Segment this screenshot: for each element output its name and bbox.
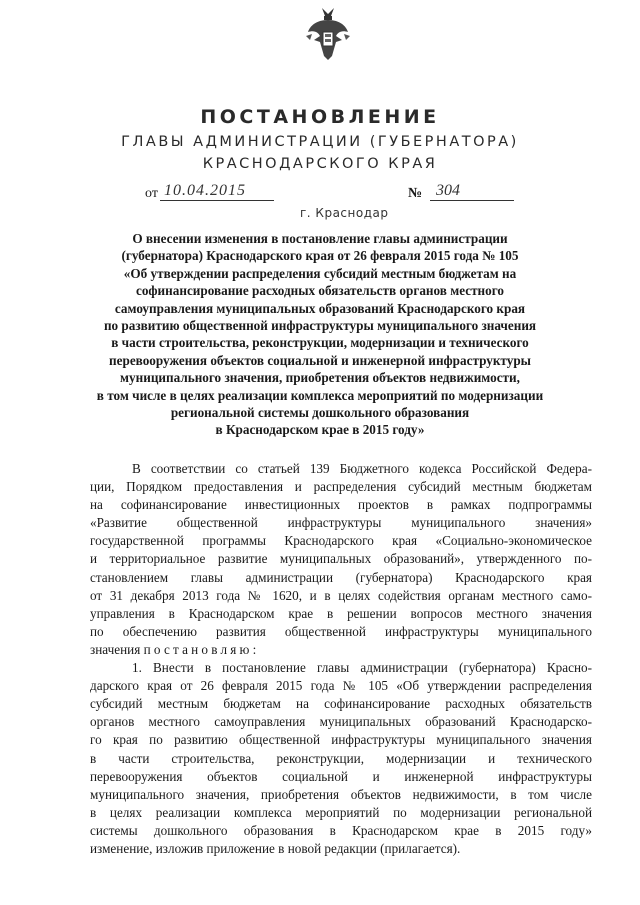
body-line: в части строительства, реконструкции, модернизации и технического <box>90 750 592 766</box>
title-line: региональной системы дошкольного образования <box>170 405 470 421</box>
title-line: в том числе в целях реализации комплекса мероприятий по модернизации <box>96 387 544 403</box>
title-line: (губернатора) Краснодарского края от 26 февраля 2015 года № 105 <box>121 248 519 264</box>
title-line: в Краснодарском крае в 2015 году» <box>215 422 425 438</box>
title-line: О внесении изменения в постановление главы администрации <box>132 231 508 246</box>
body-line: становлением главы администрации (губернатора) Краснодарского края <box>90 569 592 585</box>
title-line: самоуправления муниципальных образований Краснодарского края <box>114 300 526 316</box>
body-line-resolution <box>90 641 592 659</box>
resolution-keyword: постановляю: <box>143 641 260 657</box>
body-line: го края по развитию общественной инфраструктуры муниципального значения <box>90 732 592 748</box>
coat-of-arms-emblem <box>304 6 352 62</box>
body-line: муниципального значения, приобретения объектов недвижимости, в том числе <box>90 786 592 802</box>
title-line: перевооружения объектов социальной и инженерной инфраструктуры <box>109 352 531 368</box>
body-line: системы дошкольного образования в Краснодарском крае в 2015 году» <box>90 822 592 838</box>
body-line: по обеспечению развития общественной инфраструктуры муниципального <box>90 623 592 639</box>
body-line: от 31 декабря 2013 года № 1620, и в целях содействия органам местного само- <box>90 587 592 603</box>
body-line: дарского края от 26 февраля 2015 года № 105 «Об утверждении распределения <box>90 678 592 694</box>
body-line: изменение, изложив приложение в новой редакции (прилагается). <box>90 840 461 856</box>
body-line: органов местного самоуправления муниципальных образований Краснодарско- <box>90 714 592 730</box>
body-line-prefix: значения <box>90 641 141 657</box>
title-line: софинансирование расходных обязательств органов местного <box>135 283 504 299</box>
body-line: 1. Внести в постановление главы администрации (губернатора) Красно- <box>132 660 592 676</box>
body-line: «Развитие общественной инфраструктуры муниципального значения» <box>90 515 592 531</box>
date-number-row <box>0 184 640 206</box>
body-line: управления в Краснодарском крае в решении вопросов местного значения <box>90 605 592 621</box>
document-body <box>90 460 592 858</box>
document-title <box>80 230 560 439</box>
body-line: перевооружения объектов социальной и инженерной инфраструктуры <box>90 768 592 784</box>
body-line: на софинансирование инвестиционных проектов в рамках подпрограммы <box>90 497 592 513</box>
date-value: 10.04.2015 <box>160 182 274 201</box>
body-line: в целях реализации комплекса мероприятий по модернизации региональной <box>90 804 592 820</box>
body-line: ции, Порядком предоставления и распределения субсидий местным бюджетам <box>90 479 592 495</box>
city-name: г. Краснодар <box>300 206 389 220</box>
issuer-line-2: КРАСНОДАРСКОГО КРАЯ <box>202 156 438 172</box>
body-line: субсидий местным бюджетам на софинансирование расходных обязательств <box>90 696 592 712</box>
number-label: № <box>408 186 423 201</box>
body-line: и территориальное развитие муниципальных образований», утвержденного по- <box>90 551 592 567</box>
title-line: в части строительства, реконструкции, модернизации и технического <box>111 335 529 351</box>
issuer-line-1: ГЛАВЫ АДМИНИСТРАЦИИ (ГУБЕРНАТОРА) <box>121 134 519 150</box>
title-line: муниципального значения, приобретения объектов недвижимости, <box>120 370 520 386</box>
date-label: от <box>145 186 158 201</box>
title-line: «Об утверждении распределения субсидий местным бюджетам на <box>123 265 517 281</box>
number-value: 304 <box>430 182 514 201</box>
title-line: по развитию общественной инфраструктуры муниципального значения <box>103 318 537 334</box>
body-line: государственной программы Краснодарского края «Социально-экономическое <box>90 533 592 549</box>
document-type-title: ПОСТАНОВЛЕНИЕ <box>200 106 440 128</box>
body-line: В соответствии со статьей 139 Бюджетного кодекса Российской Федера- <box>132 461 592 476</box>
